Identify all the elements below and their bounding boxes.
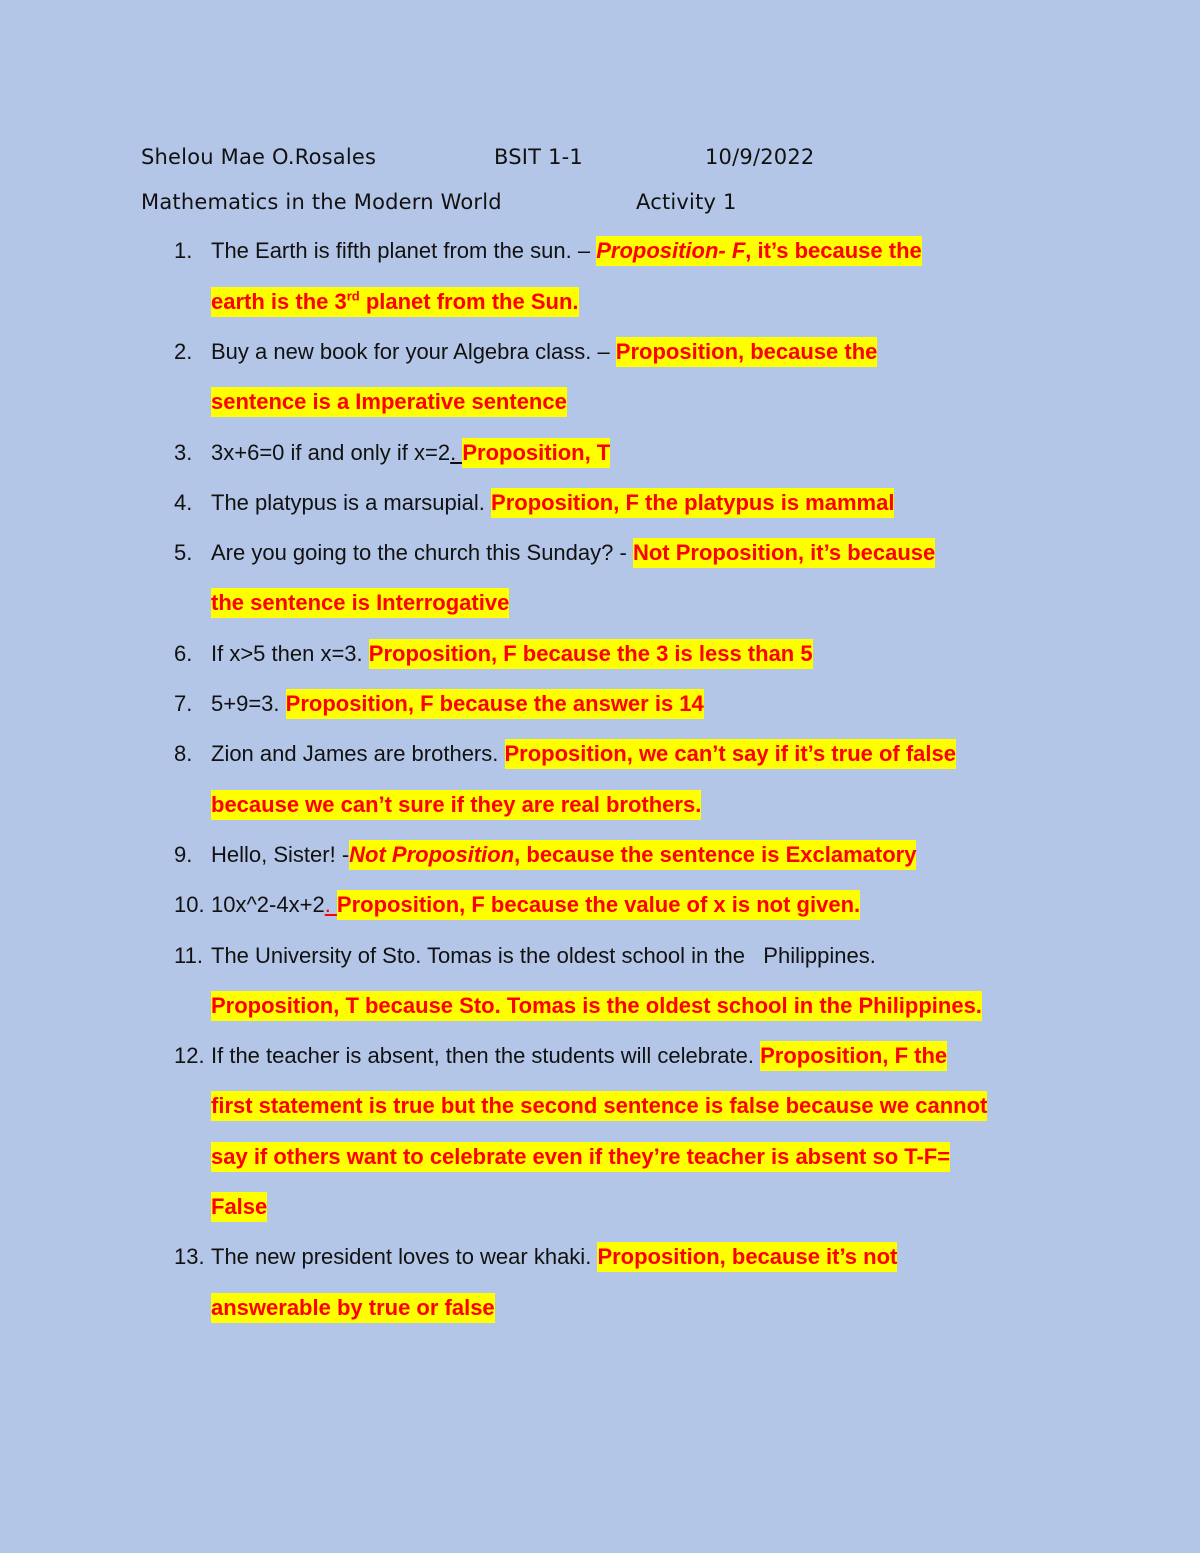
list-item [0,488,1200,538]
item-number: 6. [174,641,193,666]
statement: 5+9=3. [211,691,280,716]
list-item [0,941,1200,991]
list-item-continuation [0,991,1200,1041]
answer: Proposition, F because the answer is 14 [286,689,704,719]
item-number: 13. [174,1244,205,1269]
list-item-continuation [0,1293,1200,1343]
item-number: 5. [174,540,193,565]
statement: If x>5 then x=3. [211,641,363,666]
list-item-continuation [0,790,1200,840]
answer: answerable by true or false [211,1293,495,1323]
list-item [0,639,1200,689]
answer: False [211,1192,267,1222]
student-name: Shelou Mae O.Rosales [141,145,377,169]
statement: Hello, Sister! [211,842,336,867]
list-item [0,840,1200,890]
answer: Proposition, F because the 3 is less than 5 [369,639,813,669]
course-title: Mathematics in the Modern World [141,190,502,214]
statement: Buy a new book for your Algebra class. [211,339,592,364]
answer: Proposition, because it’s not [597,1242,897,1272]
answer: say if others want to celebrate even if they’re teacher is absent so T-F= [211,1142,950,1172]
list-item-continuation [0,1142,1200,1192]
statement: Are you going to the church this Sunday? [211,540,614,565]
item-number: 4. [174,490,193,515]
ordinal-suffix: rd [346,288,360,304]
answer: Proposition, because the [616,337,878,367]
separator: - [335,842,350,867]
list-item [0,739,1200,789]
item-number: 1. [174,238,193,263]
statement: The platypus is a marsupial. [211,490,485,515]
list-item-continuation [0,588,1200,638]
statement: 10x^2-4x+2 [211,892,325,917]
activity-label: Activity 1 [636,190,737,214]
list-item [0,890,1200,940]
item-number: 8. [174,741,193,766]
list-item-continuation [0,1091,1200,1141]
answer: , it’s because the [745,238,922,263]
answer: the sentence is Interrogative [211,588,509,618]
answer: earth is the 3 [211,289,347,314]
list-item [0,1041,1200,1091]
statement: The new president loves to wear khaki. [211,1244,592,1269]
statement: If the teacher is absent, then the students will celebrate. [211,1043,754,1068]
item-number: 3. [174,440,193,465]
separator: . [450,440,463,465]
answer-italic: Not Proposition [349,842,515,867]
answer: because we can’t sure if they are real brothers. [211,790,701,820]
answer: Proposition, F the [760,1041,947,1071]
answer-italic: Proposition- F [596,238,746,263]
date: 10/9/2022 [705,145,815,169]
statement: The University of Sto. Tomas is the oldest school in the Philippines. [211,943,876,968]
separator: – [571,238,597,263]
separator: . [324,892,337,917]
answer: Proposition, we can’t say if it’s true of false [505,739,957,769]
item-number: 7. [174,691,193,716]
list-item-continuation [0,287,1200,337]
answer: planet from the Sun. [359,289,579,314]
list-item [0,236,1200,286]
list-item [0,689,1200,739]
item-number: 12. [174,1043,205,1068]
answer: first statement is true but the second sentence is false because we cannot [211,1091,987,1121]
statement: 3x+6=0 if and only if x=2 [211,440,451,465]
item-number: 2. [174,339,193,364]
answer: , because the sentence is Exclamatory [514,842,917,867]
list-item [0,1242,1200,1292]
answer: Proposition, F because the value of x is not given. [337,890,860,920]
separator: - [613,540,633,565]
answer: Proposition, T because Sto. Tomas is the oldest school in the Philippines. [211,991,982,1021]
list-item-continuation [0,1192,1200,1242]
answer: Proposition, T [462,438,610,468]
answer: sentence is a Imperative sentence [211,387,567,417]
section: BSIT 1-1 [494,145,583,169]
item-number: 10. [174,892,205,917]
list-item [0,337,1200,387]
answer: Proposition, F the platypus is mammal [491,488,894,518]
list-item [0,438,1200,488]
item-number: 11. [174,943,203,968]
answer: Not Proposition, it’s because [633,538,935,568]
separator: – [591,339,616,364]
statement: Zion and James are brothers. [211,741,499,766]
list-item [0,538,1200,588]
item-number: 9. [174,842,193,867]
statement: The Earth is fifth planet from the sun. [211,238,572,263]
list-item-continuation [0,387,1200,437]
